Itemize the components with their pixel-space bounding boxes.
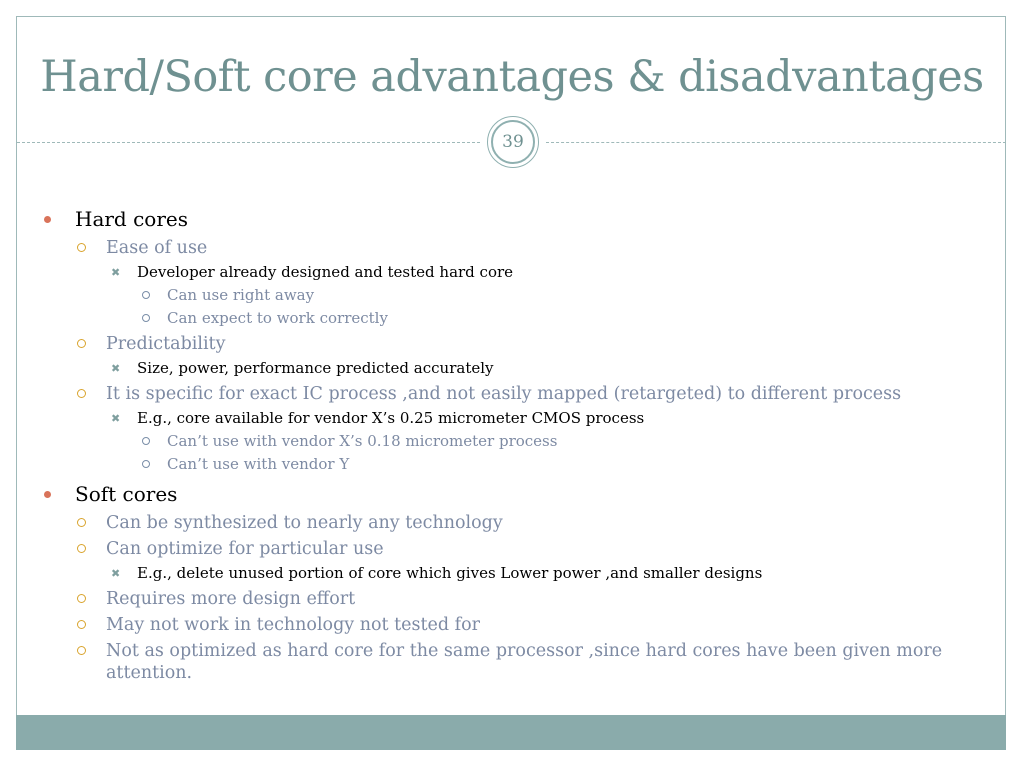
list-item-text: E.g., delete unused portion of core which gives Lower power ,and smaller designs [137,564,763,582]
ring-bullet-icon [142,437,150,445]
list-item-synthesized [44,512,944,534]
list-item-specific-process [44,383,944,405]
list-item-text: Can optimize for particular use [106,539,384,559]
list-item-text: Size, power, performance predicted accurately [137,359,494,377]
hollow-circle-bullet-icon [77,594,86,603]
list-item-cant-use-vendor-y [44,454,944,475]
list-item-text: Can’t use with vendor X’s 0.18 micrometer process [167,432,558,450]
list-item-text: Requires more design effort [106,589,356,609]
hollow-circle-bullet-icon [77,339,86,348]
list-item-text: Ease of use [106,238,208,258]
bullet-list [44,204,944,684]
list-item-text: Soft cores [75,482,178,506]
list-item-text: Can expect to work correctly [167,309,388,327]
list-item-developer [44,262,944,283]
list-item-soft-cores [44,481,944,508]
filled-circle-bullet-icon [44,491,51,498]
list-item-text: It is specific for exact IC process ,and not easily mapped (retargeted) to different process [106,384,902,404]
list-item-design-effort [44,588,944,610]
list-item-size-power [44,358,944,379]
list-item-hard-cores [44,206,944,233]
list-item-text: Not as optimized as hard core for the same processor ,since hard cores have been given more attention. [106,641,943,683]
ring-bullet-icon [142,291,150,299]
page-number-badge [487,116,539,168]
list-item-eg-delete [44,563,944,584]
page-number: 39 [491,120,535,164]
x-mark-bullet-icon: ✖ [111,266,121,279]
list-item-optimize [44,538,944,560]
list-item-cant-use-018 [44,431,944,452]
list-item-work-correctly [44,308,944,329]
list-item-use-right-away [44,285,944,306]
list-item-not-optimized [44,640,944,684]
x-mark-bullet-icon: ✖ [111,567,121,580]
hollow-circle-bullet-icon [77,646,86,655]
list-item-not-work [44,614,944,636]
x-mark-bullet-icon: ✖ [111,362,121,375]
list-item-text: Can use right away [167,286,315,304]
list-item-text: May not work in technology not tested for [106,615,481,635]
list-item-text: Hard cores [75,207,188,231]
hollow-circle-bullet-icon [77,544,86,553]
hollow-circle-bullet-icon [77,389,86,398]
list-item-text: Can be synthesized to nearly any technology [106,513,503,533]
list-item-text: Developer already designed and tested hard core [137,263,514,281]
hollow-circle-bullet-icon [77,518,86,527]
hollow-circle-bullet-icon [77,620,86,629]
title-divider-right [546,142,1006,143]
list-item-eg-vendor [44,408,944,429]
title-divider-left [17,142,480,143]
slide-title: Hard/Soft core advantages & disadvantages [40,52,984,102]
list-item-text: Can’t use with vendor Y [167,455,350,473]
hollow-circle-bullet-icon [77,243,86,252]
list-item-ease-of-use [44,237,944,259]
x-mark-bullet-icon: ✖ [111,412,121,425]
ring-bullet-icon [142,460,150,468]
list-item-text: E.g., core available for vendor X’s 0.25 micrometer CMOS process [137,409,645,427]
ring-bullet-icon [142,314,150,322]
footer-bar [16,715,1006,750]
list-item-text: Predictability [106,334,226,354]
list-item-predictability [44,333,944,355]
filled-circle-bullet-icon [44,216,51,223]
